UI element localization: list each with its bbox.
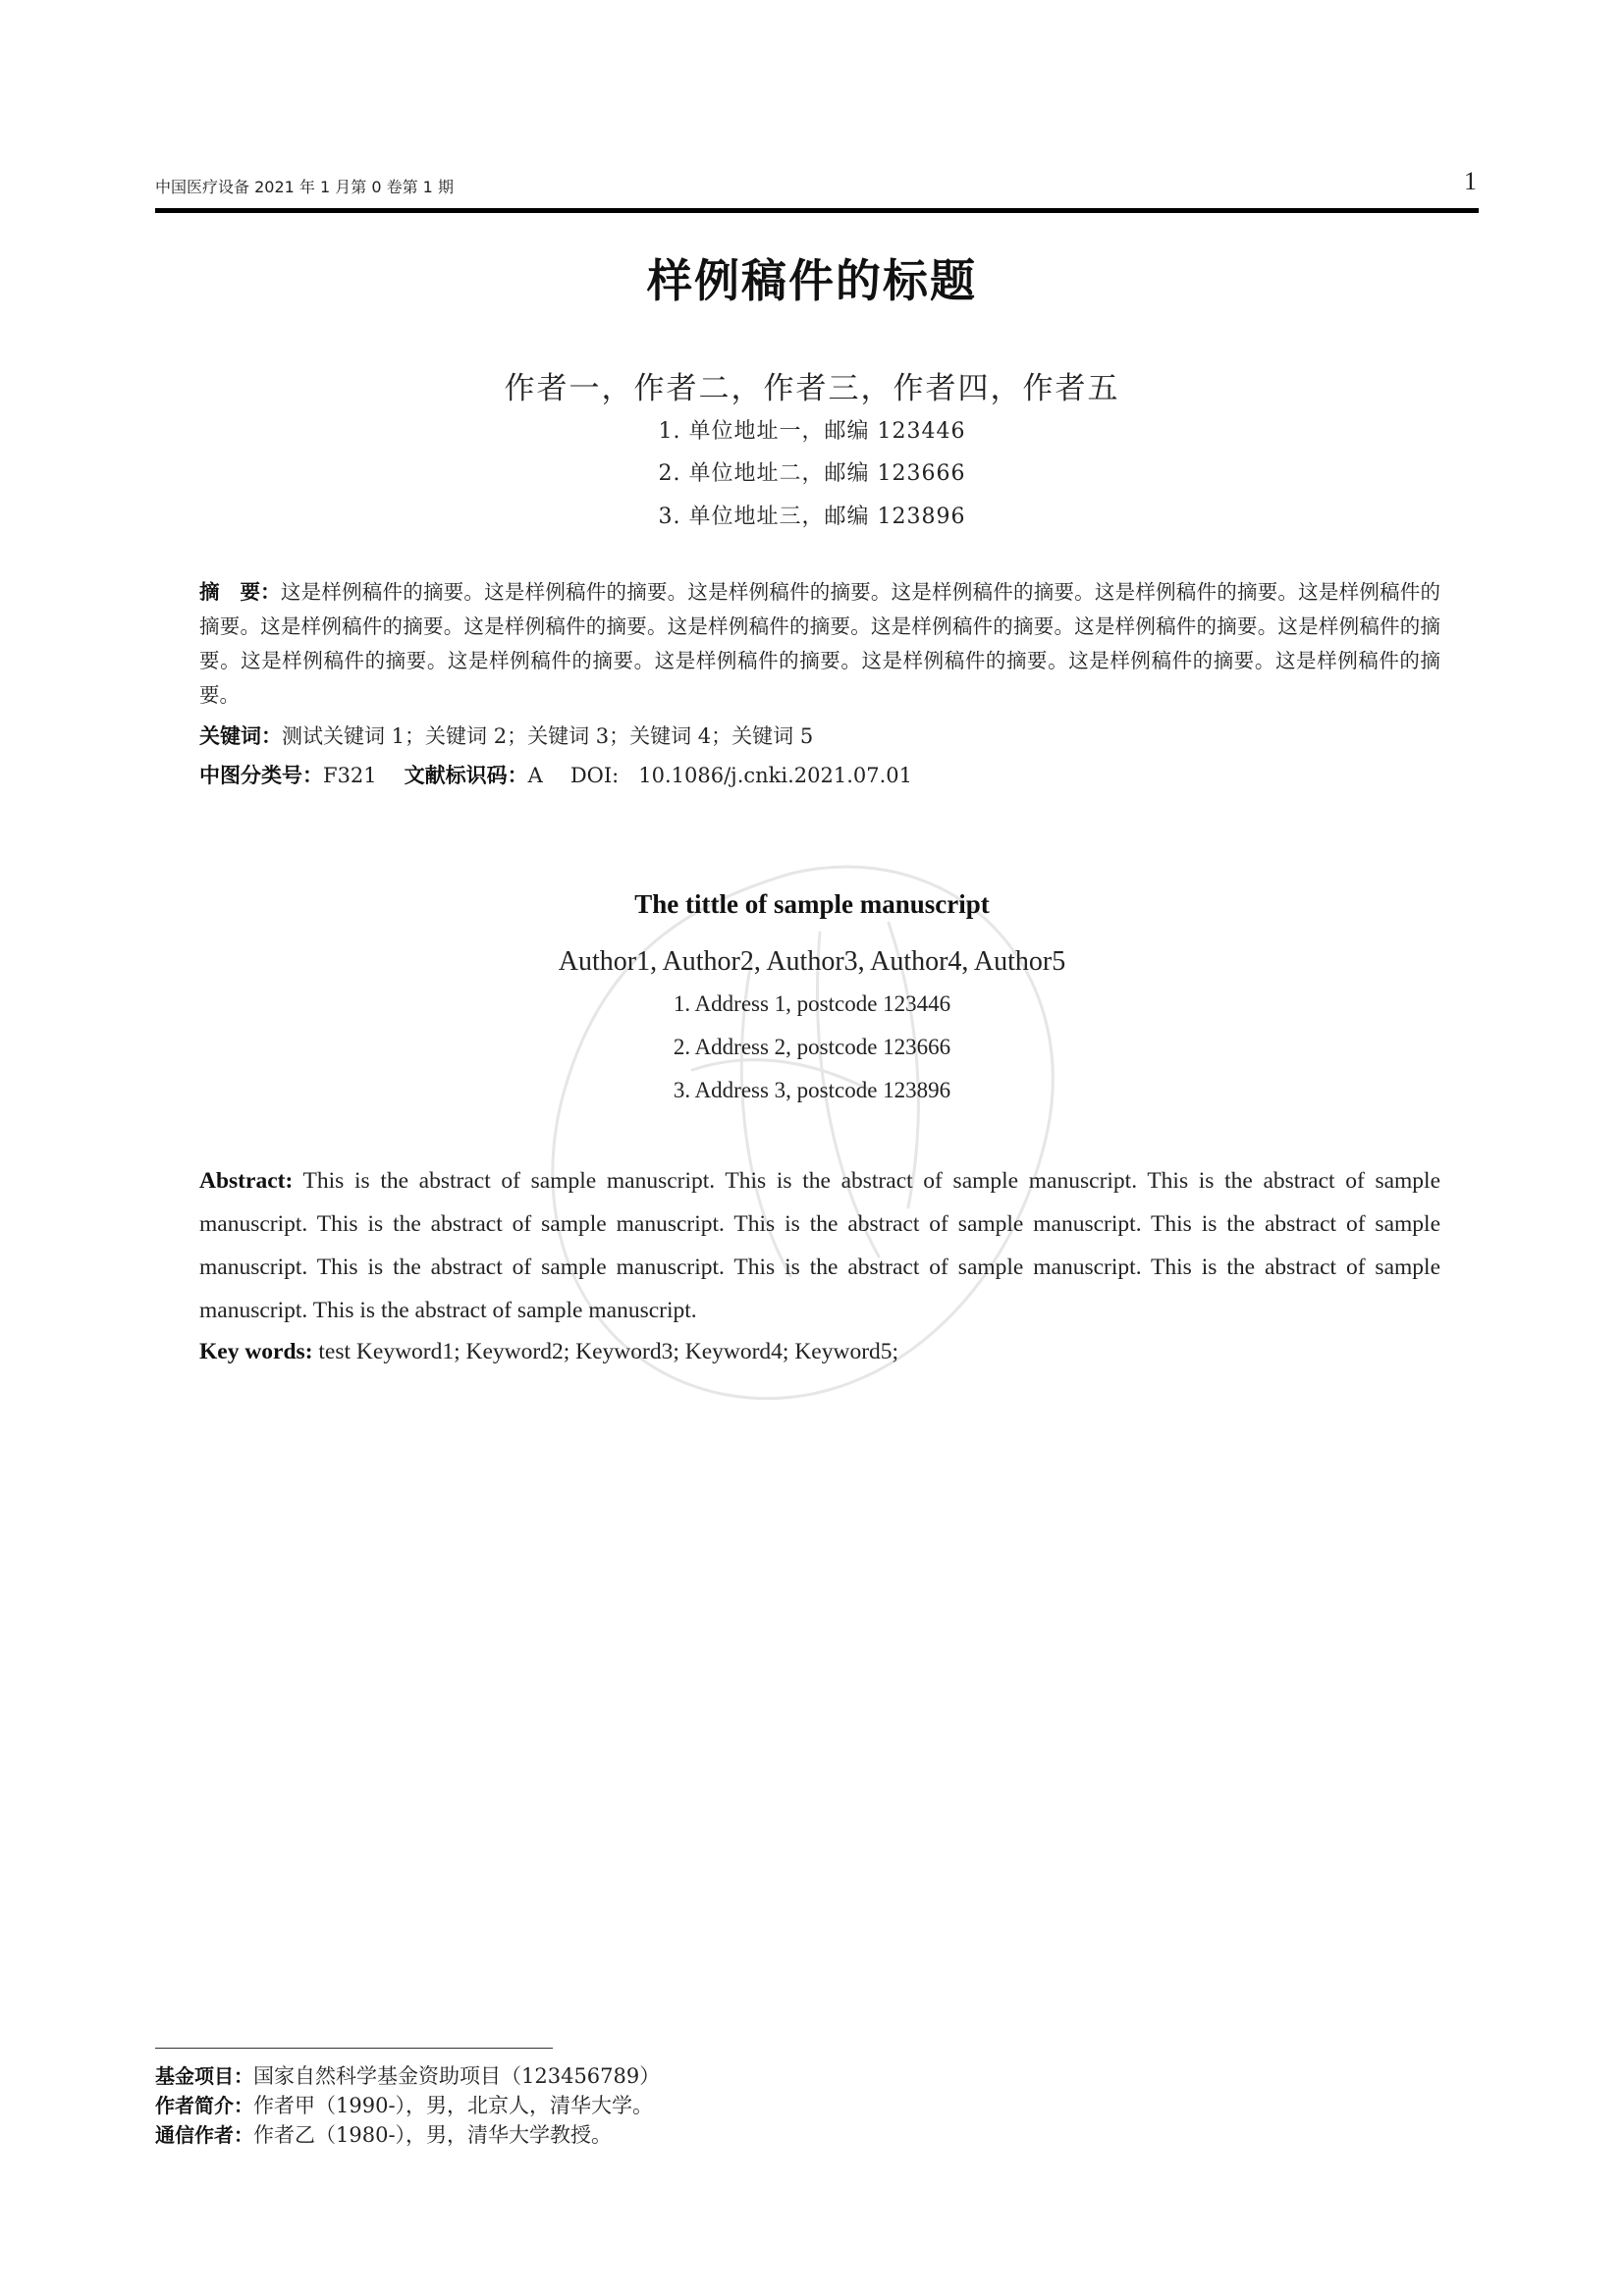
keywords-cn-label: 关键词： — [199, 724, 282, 748]
authors-english: Author1, Author2, Author3, Author4, Author5 — [558, 946, 1066, 977]
classification-line — [199, 758, 1440, 793]
clc-label: 中图分类号： — [199, 764, 323, 787]
footnote-author-bio-label: 作者简介： — [155, 2094, 253, 2117]
doc-code-label: 文献标识码： — [404, 764, 528, 787]
doc-code-value: A — [527, 764, 543, 787]
journal-issue: 中国医疗设备 2021 年 1 月第 0 卷第 1 期 — [155, 178, 454, 196]
affiliation-cn-2: 2. 单位地址二，邮编 123666 — [658, 461, 966, 486]
abstract-chinese — [199, 575, 1440, 713]
authors-chinese: 作者一，作者二，作者三，作者四，作者五 — [504, 371, 1120, 406]
footnote-author-bio — [155, 2091, 1333, 2120]
page-number: 1 — [1464, 167, 1477, 195]
keywords-cn-text: 测试关键词 1；关键词 2；关键词 3；关键词 4；关键词 5 — [282, 724, 814, 748]
keywords-en-text: test Keyword1; Keyword2; Keyword3; Keyword4; Keyword5; — [318, 1339, 899, 1364]
doi-label: DOI: — [569, 764, 620, 787]
abstract-cn-text: 这是样例稿件的摘要。这是样例稿件的摘要。这是样例稿件的摘要。这是样例稿件的摘要。这是样例稿件的摘要。这是样例稿件的摘要。这是样例稿件的摘要。这是样例稿件的摘要。这是样例稿件的摘要。这是样例稿件的摘要。这是样例稿件的摘要。这是样例稿件的摘要。这是样例稿件的摘要。这是样例稿件的摘要。这是样例稿件的摘要。这是样例稿件的摘要。这是样例稿件的摘要。这是样例稿件的摘要。 — [199, 580, 1441, 707]
footnote-corresponding-label: 通信作者： — [155, 2123, 253, 2147]
affiliation-cn-1: 1. 单位地址一，邮编 123446 — [658, 419, 966, 444]
affiliation-en-2: 2. Address 2, postcode 123666 — [673, 1035, 951, 1059]
doi-value: 10.1086/j.cnki.2021.07.01 — [638, 764, 913, 787]
keywords-en-label: Key words: — [199, 1339, 313, 1364]
abstract-en-label: Abstract: — [199, 1168, 294, 1194]
footnote-funding-label: 基金项目： — [155, 2064, 253, 2088]
abstract-en-text: This is the abstract of sample manuscript. This is the abstract of sample manuscript. This is the abstract of sample manuscript. This is the abstract of sample manuscript. This is the abstract of sample manuscript. This is the abstract of sample manuscript. This is the abstract of sample manuscript. This is the abstract of sample manuscript. This is the abstract of sample manuscript. This is the abstract of sample manuscript. — [199, 1168, 1441, 1323]
affiliation-en-3: 3. Address 3, postcode 123896 — [673, 1078, 951, 1102]
footnote-funding — [155, 2061, 1333, 2091]
title-chinese: 样例稿件的标题 — [647, 254, 977, 307]
abstract-english — [199, 1159, 1440, 1332]
keywords-english — [199, 1330, 1440, 1373]
footnote-corresponding — [155, 2120, 1333, 2150]
abstract-cn-label: 摘 要： — [199, 580, 281, 604]
footnote-divider — [155, 2048, 553, 2049]
footnote-funding-text: 国家自然科学基金资助项目（123456789） — [253, 2064, 661, 2088]
footnote-author-bio-text: 作者甲（1990-），男，北京人，清华大学。 — [253, 2094, 654, 2117]
affiliation-cn-3: 3. 单位地址三，邮编 123896 — [658, 505, 966, 529]
running-header — [155, 167, 1479, 213]
footnotes — [155, 2061, 1333, 2150]
title-english: The tittle of sample manuscript — [634, 889, 990, 919]
clc-value: F321 — [323, 764, 377, 787]
footnote-corresponding-text: 作者乙（1980-），男，清华大学教授。 — [253, 2123, 613, 2147]
keywords-chinese — [199, 719, 1440, 754]
affiliation-en-1: 1. Address 1, postcode 123446 — [673, 991, 951, 1016]
